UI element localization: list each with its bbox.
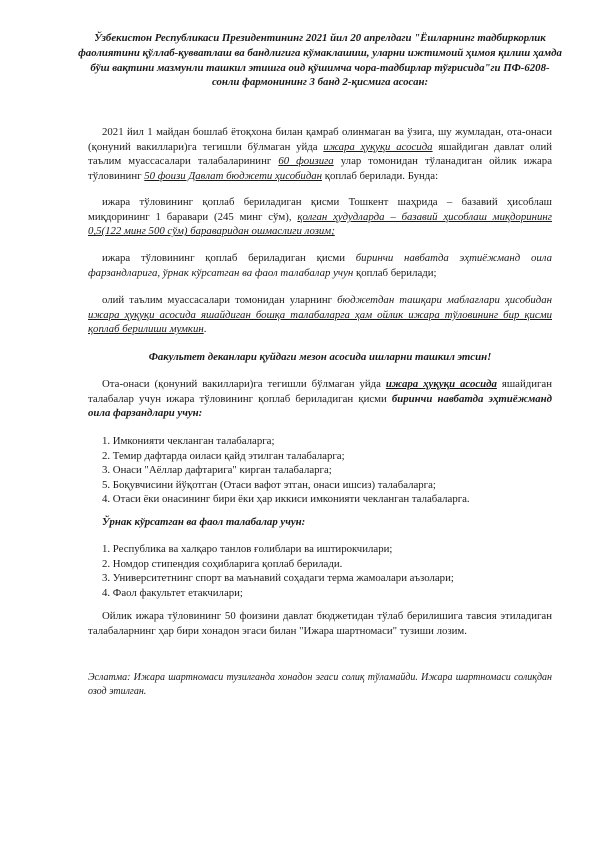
list-item: 1. Имконияти чекланган талабаларга; xyxy=(102,435,275,447)
paragraph-intro xyxy=(88,125,552,183)
emphasis-other-students: ижара ҳуқуқи асосида яшайдиган бошқа талабаларга ҳам ойлик ижара тўловининг бир қисми қоплаб берилиши мумкин xyxy=(88,308,552,336)
text-run: қоплаб берилади; xyxy=(353,266,437,279)
note-reminder: Эслатма: Ижара шартномаси тузилганда хонадон эгаси солиқ тўламайди. Ижара шартномаси солиқдан озод этилган. xyxy=(88,672,552,697)
paragraph-needy xyxy=(88,377,552,421)
list-item: 4. Фаол факультет етакчилари; xyxy=(102,586,243,599)
emphasis-rent-right: ижара ҳуқуқи асосида xyxy=(323,140,433,153)
text-run: ижара тўловининг қоплаб бериладиган қисми xyxy=(102,252,356,264)
needy-criteria-list xyxy=(102,434,552,507)
text-run: яшайдиган давлат олий таълим муассасалари талабаларининг xyxy=(88,140,553,168)
text-run: ижара тўловининг қоплаб бериладиган қисми Тошкент шаҳрида – базавий ҳисоблаш миқдорининг 1 баравари (245 минг сўм), xyxy=(88,196,552,223)
list-item: 4. Отаси ёки онасининг бири ёки ҳар иккиси имконияти чекланган талабаларга. xyxy=(102,493,470,506)
text-run: 2021 йил 1 майдан бошлаб ётоқхона билан қамраб олинмаган ва ўзига, шу жумладан, ота-онаси (қонуний вакиллари)га тегишли бўлмаган уйда xyxy=(88,126,552,153)
list-item: 2. Темир дафтарда оиласи қайд этилган талабаларга; xyxy=(102,449,345,462)
paragraph-priority xyxy=(88,251,552,280)
emphasis-regions-limit: қолган ҳудудларда – базавий ҳисоблаш миқдорининг 0,5(122 минг 500 сўм) бараваридан ошмаслиги лозим; xyxy=(88,210,552,238)
emphasis-60-percent: 60 фоизига xyxy=(278,155,334,168)
list-item: 3. Университетнинг спорт ва маънавий соҳадаги терма жамоалари аъзолари; xyxy=(102,572,454,585)
text-run: яшайдиган талабалар учун ижара тўловининг қоплаб бериладиган қисми xyxy=(88,378,552,405)
list-item: 3. Онаси "Аёллар дафтарига" кирган талабаларга; xyxy=(102,464,332,477)
emphasis-extra-budget: бюджетдан ташқари маблағлари ҳисобидан xyxy=(337,294,552,306)
paragraph-contract: Ойлик ижара тўловининг 50 фоизини давлат бюджетидан тўлаб берилишига тавсия этиладиган талабаларнинг ҳар бири хонадон эгаси билан "Ижара шартномаси" тузиши лозим. xyxy=(88,610,552,637)
list-item: 5. Боқувчисини йўқотган (Отаси вафот этган, онаси ишсиз) талабаларга; xyxy=(102,478,436,491)
active-criteria-list xyxy=(102,542,552,600)
document-title: Ўзбекистон Республикаси Президентининг 2021 йил 20 апрелдаги "Ёшларнинг тадбиркорлик фаолиятини қўллаб-қувватлаш ва бандлигига кўмаклашиш, уларни ижтимоий ҳимоя қилиш ҳамда бўш вақтини мазмунли ташкил этишга оид қўшимча чора-тадбирлар тўғрисида"ги ПФ-6208-сонли фармонининг 3 банд 2-қисмига асосан: xyxy=(78,32,562,89)
emphasis-needy-families: биринчи навбатда эҳтиёжманд оила фарзандлари учун: xyxy=(88,392,552,420)
text-run: олий таълим муассасалари томонидан уларнинг xyxy=(102,294,338,306)
list-item: 2. Номдор стипендия соҳибларига қоплаб берилади. xyxy=(102,557,343,570)
paragraph-limits xyxy=(88,195,552,239)
heading-deans: Факультет деканлари қуйдаги мезон асосида ишларни ташкил этсин! xyxy=(148,351,492,363)
emphasis-priority-groups: биринчи навбатда эҳтиёжманд оила фарзандларига, ўрнак кўрсатган ва фаол талабалар учун xyxy=(88,252,552,279)
emphasis-50-percent-budget: 50 фоизи Давлат бюджети ҳисобидан xyxy=(144,169,323,182)
paragraph-extra-budget xyxy=(88,293,552,337)
text-run: Ота-онаси (қонуний вакиллари)га тегишли бўлмаган уйда xyxy=(102,378,386,390)
list-item: 1. Республика ва халқаро танлов ғолиблари ва иштирокчилари; xyxy=(102,543,393,555)
text-run: . xyxy=(203,323,207,336)
heading-active-students: Ўрнак кўрсатган ва фаол талабалар учун: xyxy=(102,516,306,528)
emphasis-rent-right: ижара ҳуқуқи асосида xyxy=(385,378,497,390)
text-run: улар томонидан тўланадиган ойлик ижара тўловининг xyxy=(88,155,552,182)
text-run: қоплаб берилади. Бунда: xyxy=(322,169,439,182)
